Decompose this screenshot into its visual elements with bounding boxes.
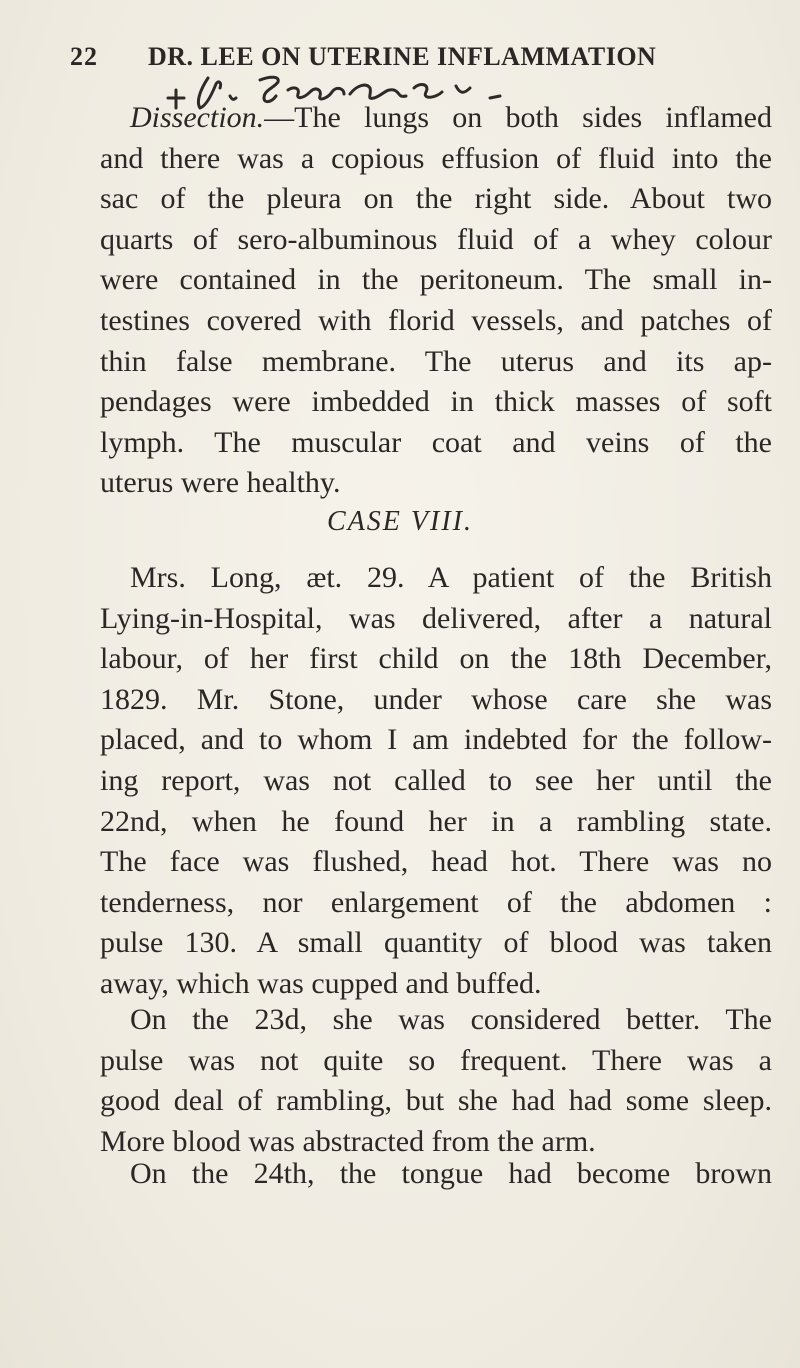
text-line: On the 24th, the tongue had become brown	[130, 1157, 772, 1190]
text-line: good deal of rambling, but she had had some sleep.	[100, 1084, 772, 1118]
case-heading: CASE VIII.	[327, 506, 473, 537]
text-line: lymph. The muscular coat and veins of the	[100, 425, 772, 459]
text-line: were contained in the peritoneum. The small in-	[100, 263, 772, 297]
text-line: More blood was abstracted from the arm.	[100, 1124, 596, 1158]
text-line: placed, and to whom I am indebted for the follow-	[100, 723, 772, 757]
text-line: pendages were imbedded in thick masses of soft	[100, 385, 772, 419]
text-line: On the 23d, she was considered better. The	[130, 1003, 772, 1036]
text-line: tenderness, nor enlargement of the abdomen :	[100, 885, 772, 919]
paragraph-24th	[100, 1154, 772, 1195]
text-line: 1829. Mr. Stone, under whose care she was	[100, 682, 772, 716]
text-line: pulse was not quite so frequent. There was a	[100, 1043, 772, 1077]
text-line: testines covered with florid vessels, and patches of	[100, 303, 772, 337]
text-line: uterus were healthy.	[100, 466, 341, 500]
text-line: quarts of sero-albuminous fluid of a whey colour	[100, 222, 772, 256]
dissection-label: Dissection.	[130, 101, 265, 134]
text-line: Lying-in-Hospital, was delivered, after a natural	[100, 601, 772, 635]
running-head: DR. LEE ON UTERINE INFLAMMATION	[148, 42, 657, 71]
text-line: away, which was cupped and buffed.	[100, 966, 542, 1000]
text-line: 22nd, when he found her in a rambling state.	[100, 804, 772, 838]
text-line: Mrs. Long, æt. 29. A patient of the British	[130, 561, 772, 594]
text-line-content: —The lungs on both sides inflamed	[264, 101, 772, 134]
text-line: sac of the pleura on the right side. About two	[100, 182, 772, 216]
text-line	[100, 98, 772, 139]
text-line: and there was a copious effusion of fluid into the	[100, 141, 772, 175]
paragraph-case-report	[100, 558, 772, 1005]
text-line: labour, of her first child on the 18th December,	[100, 642, 772, 676]
text-line: thin false membrane. The uterus and its ap-	[100, 344, 772, 378]
paragraph-dissection	[100, 98, 772, 504]
text-line: pulse 130. A small quantity of blood was taken	[100, 926, 772, 960]
text-line: The face was flushed, head hot. There was no	[100, 845, 772, 879]
text-line: ing report, was not called to see her until the	[100, 763, 772, 797]
page-number: 22	[70, 42, 98, 71]
paragraph-23d	[100, 1000, 772, 1162]
